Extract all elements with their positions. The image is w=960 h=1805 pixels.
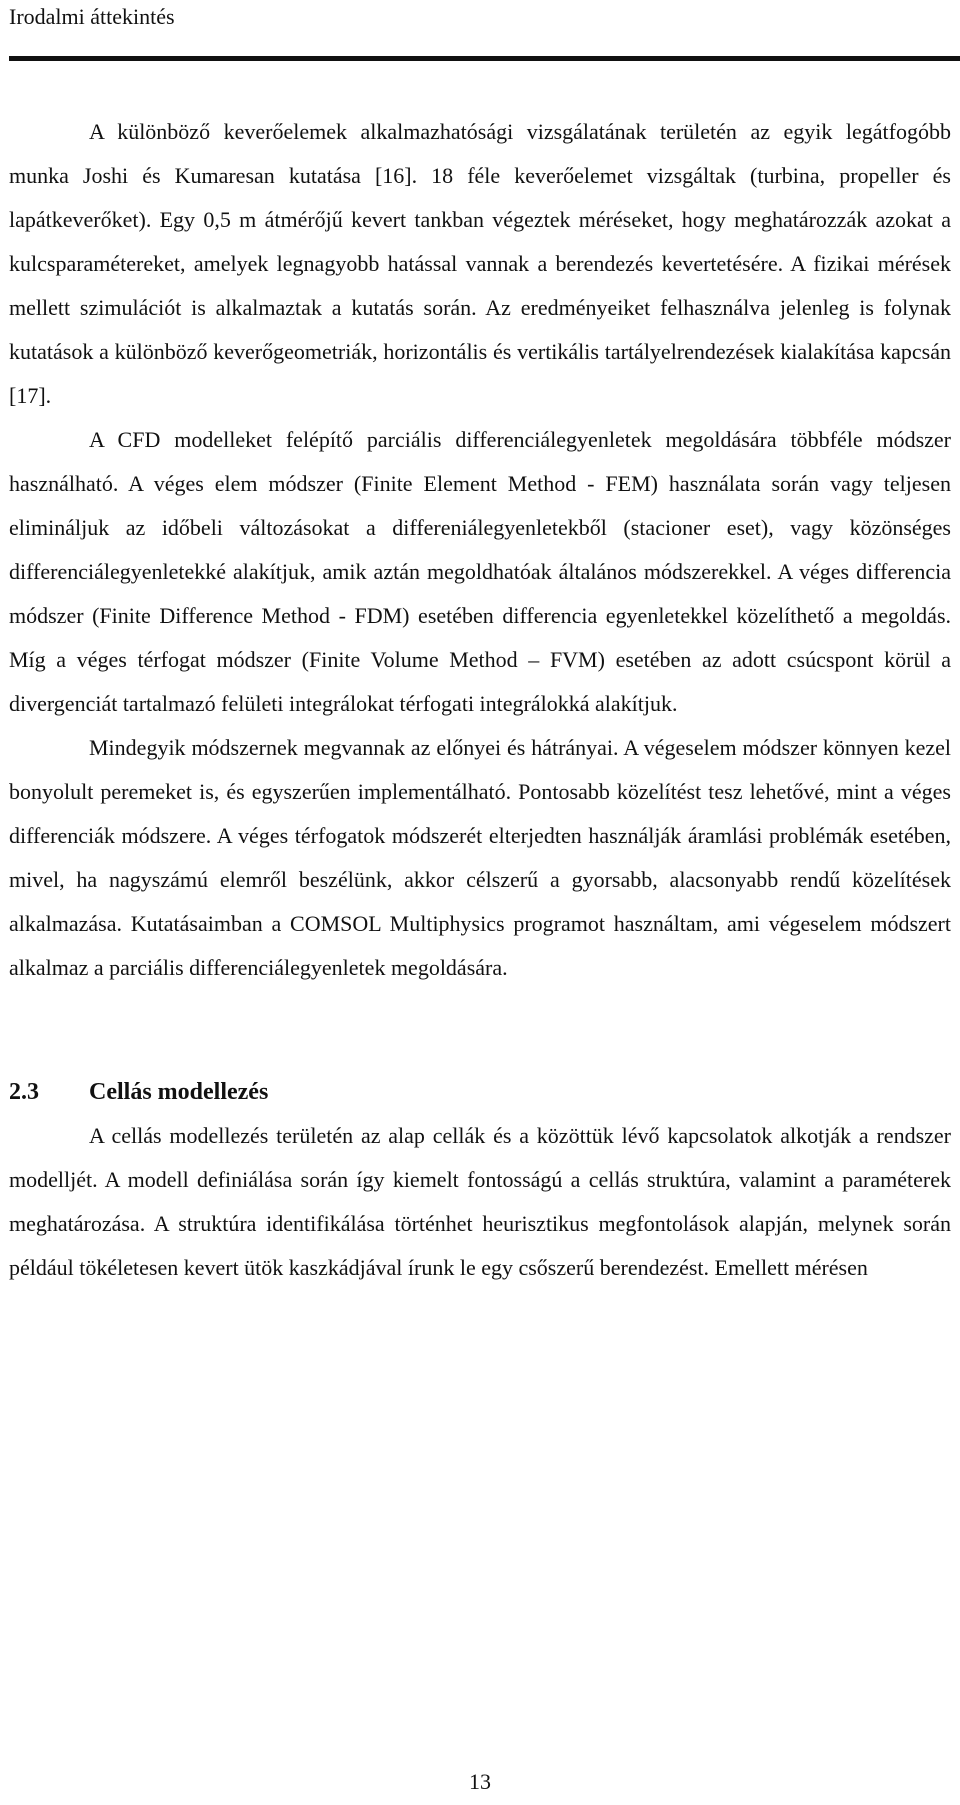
header-rule	[9, 56, 960, 61]
paragraph-cellular-modeling: A cellás modellezés területén az alap cellák és a közöttük lévő kapcsolatok alkotják a rendszer modelljét. A modell definiálása során így kiemelt fontosságú a cellás struktúra, valamint a paraméterek meghatározása. A struktúra identifikálása történhet heurisztikus megfontolások alapján, melynek során például tökéletesen kevert ütök kaszkádjával írunk le egy csőszerű berendezést. Emellett mérésen	[9, 1123, 951, 1280]
section-title: Cellás modellezés	[89, 1079, 269, 1105]
paragraph-method-comparison: Mindegyik módszernek megvannak az előnyei és hátrányai. A végeselem módszer könnyen kezel bonyolult peremeket is, és egyszerűen implementálható. Pontosabb közelítést tesz lehetővé, mint a véges differenciák módszere. A véges térfogatok módszerét elterjedten használják áramlási problémák esetében, mivel, ha nagyszámú elemről beszélünk, akkor célszerű a gyorsabb, alacsonyabb rendű közelítések alkalmazása. Kutatásaimban a COMSOL Multiphysics programot használtam, ami végeselem módszert alkalmaz a parciális differenciálegyenletek megoldására.	[9, 735, 951, 980]
section-number: 2.3	[9, 1079, 39, 1105]
section-heading	[9, 1070, 951, 1114]
running-header: Irodalmi áttekintés	[9, 4, 175, 29]
paragraph-mixing-elements: A különböző keverőelemek alkalmazhatósági vizsgálatának területén az egyik legátfogóbb munka Joshi és Kumaresan kutatása [16]. 18 féle keverőelemet vizsgáltak (turbina, propeller és lapátkeverőket). Egy 0,5 m átmérőjű kevert tankban végeztek méréseket, hogy meghatározzák azokat a kulcsparamétereket, amelyek legnagyobb hatással vannak a berendezés kevertetésére. A fizikai mérések mellett szimulációt is alkalmaztak a kutatás során. Az eredményeiket felhasználva jelenleg is folynak kutatások a különböző keverőgeometriák, horizontális és vertikális tartályelrendezések kialakítása kapcsán [17].	[9, 119, 951, 408]
page-number: 13	[469, 1769, 491, 1794]
page-body	[9, 110, 951, 1290]
paragraph-cfd-methods: A CFD modelleket felépítő parciális differenciálegyenletek megoldására többféle módszer használható. A véges elem módszer (Finite Element Method - FEM) használata során vagy teljesen elimináljuk az időbeli változásokat a differeniálegyenletekből (stacioner eset), vagy közönséges differenciálegyenletekké alakítjuk, amik aztán megoldhatóak általános módszerekkel. A véges differencia módszer (Finite Difference Method - FDM) esetében differencia egyenletekkel közelíthető a megoldás. Míg a véges térfogat módszer (Finite Volume Method – FVM) esetében az adott csúcspont körül a divergenciát tartalmazó felületi integrálokat térfogati integrálokká alakítjuk.	[9, 427, 951, 716]
